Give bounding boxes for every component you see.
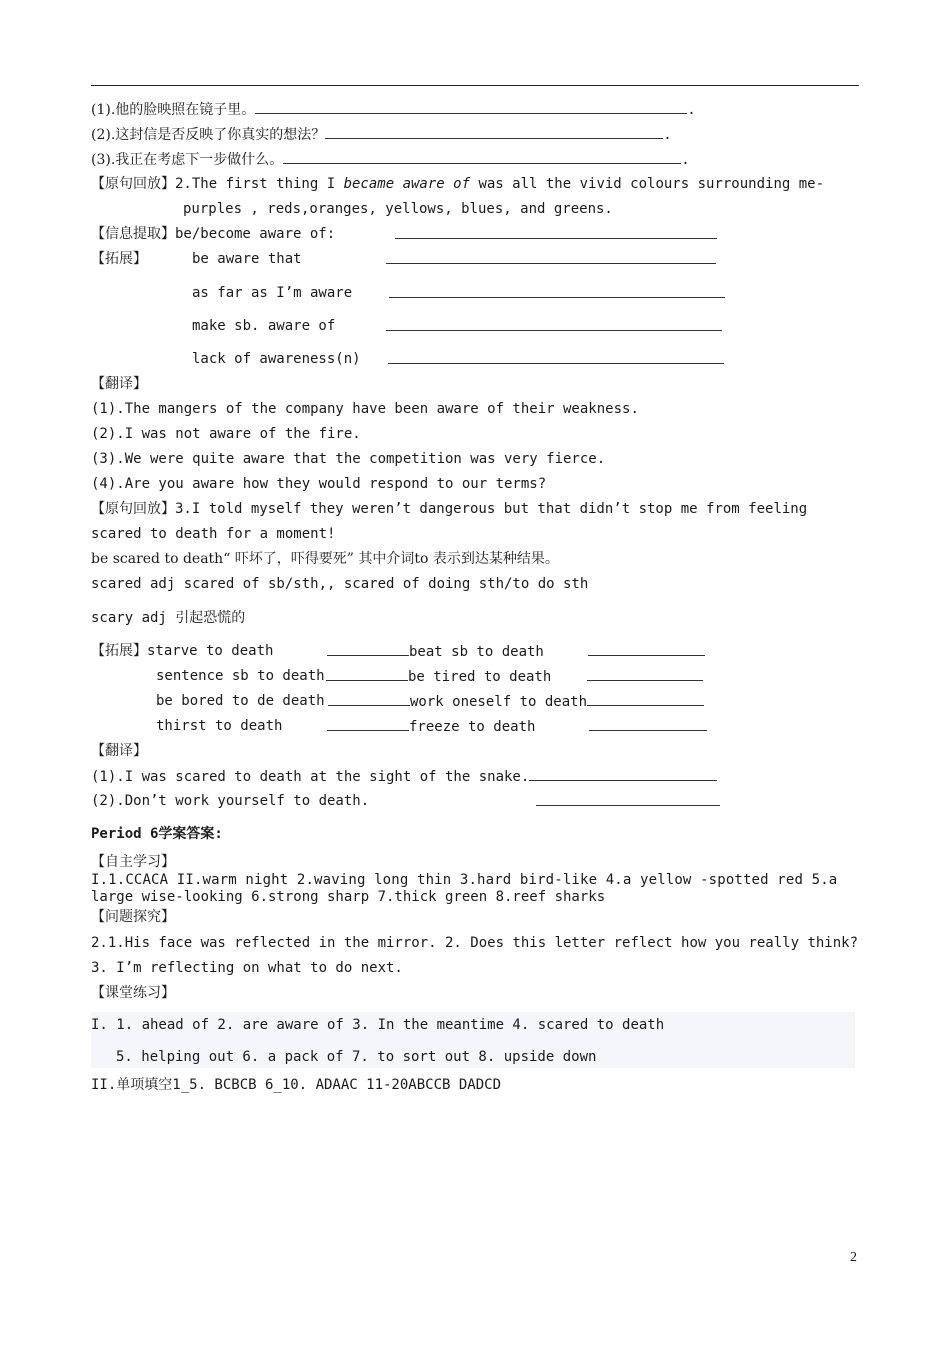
answer-blank[interactable] — [529, 767, 717, 781]
header-rule — [91, 85, 859, 86]
answer-blank[interactable] — [536, 792, 720, 806]
extension-item: be bored to de death — [156, 693, 325, 709]
extension-item: as far as I’m aware — [192, 285, 353, 301]
translate-sentence: (3).We were quite aware that the competition was very fierce. — [91, 451, 606, 467]
usage-note: scared adj scared of sb/sth,, scared of doing sth/to do sth — [91, 576, 589, 592]
answer-line: 3. I’m reflecting on what to do next. — [91, 960, 403, 976]
translate-label: 【翻译】 — [91, 743, 147, 759]
answer-blank[interactable] — [328, 692, 410, 706]
extension-label: 【拓展】 — [91, 251, 147, 267]
answer-blank[interactable] — [388, 350, 724, 364]
answer-blank[interactable] — [326, 667, 408, 681]
translate-label: 【翻译】 — [91, 376, 147, 392]
answer-blank[interactable] — [386, 317, 722, 331]
translate-sentence: (2).I was not aware of the fire. — [91, 426, 361, 442]
answer-line: 5. helping out 6. a pack of 7. to sort out 8. upside down — [116, 1049, 597, 1065]
extension-label: 【拓展】starve to death — [91, 643, 274, 659]
translate-line-2: (2).这封信是否反映了你真实的想法？ . — [91, 127, 672, 143]
answer-blank[interactable] — [587, 692, 704, 706]
extension-item: lack of awareness(n) — [192, 351, 361, 367]
original-sentence-2-cont: purples , reds,oranges, yellows, blues, and greens. — [183, 201, 613, 217]
translate-sentence: (4).Are you aware how they would respond to our terms? — [91, 476, 547, 492]
answer-blank[interactable] — [327, 717, 409, 731]
answer-line: I.1.CCACA II.warm night 2.waving long thin 3.hard bird-like 4.a yellow -spotted red 5.a — [91, 872, 838, 888]
translate-sentence: (1).I was scared to death at the sight of the snake. — [91, 767, 717, 786]
info-extract: 【信息提取】be/become aware of: — [91, 226, 336, 242]
answers-title: Period 6学案答案: — [91, 826, 223, 842]
translate-sentence: (1).The mangers of the company have been aware of their weakness. — [91, 401, 639, 417]
answer-line: I. 1. ahead of 2. are aware of 3. In the meantime 4. scared to death — [91, 1017, 665, 1033]
answer-blank[interactable] — [327, 642, 409, 656]
answer-blank[interactable] — [325, 125, 663, 139]
info-blank — [395, 225, 717, 244]
extension-item: sentence sb to death — [156, 668, 325, 684]
section-heading: 【课堂练习】 — [91, 985, 175, 1001]
answer-blank[interactable] — [588, 642, 705, 656]
original-sentence-3: 【原句回放】3.I told myself they weren’t dangerous but that didn’t stop me from feeling — [91, 501, 808, 517]
grammar-note: be scared to death“ 吓坏了，吓得要死” 其中介词to 表示到达某种结果。 — [91, 551, 559, 567]
answer-blank[interactable] — [395, 225, 717, 239]
extension-item: make sb. aware of — [192, 318, 336, 334]
answer-blank[interactable] — [589, 717, 707, 731]
usage-note: scary adj 引起恐慌的 — [91, 610, 246, 626]
answer-line: large wise-looking 6.strong sharp 7.thick green 8.reef sharks — [91, 889, 606, 905]
original-sentence-2: 【原句回放】2.The first thing I became aware of was all the vivid colours surrounding me- — [91, 176, 825, 192]
section-heading: 【自主学习】 — [91, 854, 175, 870]
answer-line: II.单项填空1_5. BCBCB 6_10. ADAAC 11-20ABCCB DADCD — [91, 1077, 502, 1093]
answer-blank[interactable] — [283, 150, 681, 164]
original-sentence-3-cont: scared to death for a moment! — [91, 526, 336, 542]
answer-blank[interactable] — [587, 667, 703, 681]
page-number: 2 — [850, 1250, 857, 1265]
answer-line: 2.1.His face was reflected in the mirror. 2. Does this letter reflect how you really think? — [91, 935, 859, 951]
section-heading: 【问题探究】 — [91, 909, 175, 925]
translate-line-3: (3).我正在考虑下一步做什么。 . — [91, 152, 690, 168]
extension-item: thirst to death — [156, 718, 283, 734]
answer-blank[interactable] — [389, 284, 725, 298]
extension-item: be aware that — [192, 251, 302, 267]
answer-blank[interactable] — [255, 100, 687, 114]
translate-sentence: (2).Don’t work yourself to death. — [91, 793, 370, 809]
worksheet-page: (1).他的脸映照在镜子里。 . (2).这封信是否反映了你真实的想法？ . (3).我正在考虑下一步做什么。 . 【原句回放】2.The first thing I became aware of was all the vivid colours surrounding me- purples , reds,oranges, yellows, blues, and greens. 【信息提取】be/become aware of: 【拓展】 be aware that as far as I’m aware make sb. aware of lack of awareness(n) 【翻译】 (1).The mangers of the company have been aware of their weakness. (2).I was not aware of the fire. (3).We were quite aware that the competition was very fierce. (4).Are you aware how they would respond to our terms? 【原句回放】3.I told myself they weren’t dangerous but that didn’t stop me from feeling scared to death for a moment! be scared to death“ 吓坏了，吓得要死” 其中介词to 表示到达某种结果。 scared adj scared of sb/sth,, scared of doing sth/to do sth scary adj 引起恐慌的 【拓展】starve to death beat sb to death sentence sb to death be tired to death be bored to de death work oneself to death thirst to death freeze to death 【翻译】 (1).I was scared to death at the sight of the snake. (2).Don’t work yourself to death. Period 6学案答案: 【自主学习】 I.1.CCACA II.warm night 2.waving long thin 3.hard bird-like 4.a yellow -spotted red 5.a large wise-looking 6.strong sharp 7.thick green 8.reef sharks 【问题探究】 2.1.His face was reflected in the mirror. 2. Does this letter reflect how you really think? 3. I’m reflecting on what to do next. 【课堂练习】 I. 1. ahead of 2. are aware of 3. In the meantime 4. scared to death 5. helping out 6. a pack of 7. to sort out 8. upside down II.单项填空1_5. BCBCB 6_10. ADAAC 11-20ABCCB DADCD 2 — [0, 0, 950, 1346]
translate-line-1: (1).他的脸映照在镜子里。 . — [91, 102, 696, 118]
answer-blank[interactable] — [386, 250, 716, 264]
